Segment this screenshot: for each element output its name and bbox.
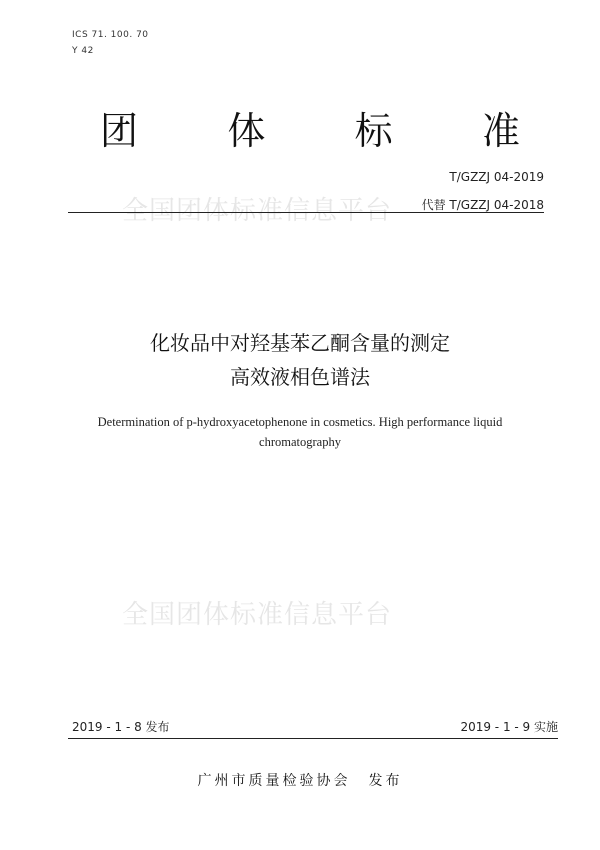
watermark-bottom: 全国团体标准信息平台: [122, 600, 393, 630]
publisher-name: 广州市质量检验协会: [197, 773, 351, 789]
implementation-date: 2019 - 1 - 9 实施: [460, 720, 558, 734]
chinese-title-line-2: 高效液相色谱法: [230, 365, 370, 389]
english-title: [0, 412, 600, 452]
standard-type-char: 标: [354, 109, 393, 153]
standard-number: T/GZZJ 04-2019: [449, 170, 544, 184]
standard-type-char: 准: [481, 109, 520, 153]
top-divider: [68, 212, 544, 213]
standard-type-char: 团: [100, 109, 139, 153]
english-title-line-2: chromatography: [259, 435, 341, 449]
chinese-title-line-1: 化妆品中对羟基苯乙酮含量的测定: [150, 331, 450, 355]
watermark-top: 全国团体标准信息平台: [122, 196, 393, 226]
standard-type-char: 体: [227, 109, 266, 153]
english-title-line-1: Determination of p-hydroxyacetophenone in cosmetics. High performance liquid: [97, 415, 503, 429]
standard-type-heading: [100, 100, 520, 155]
publisher-action: 发布: [368, 773, 403, 789]
chinese-title: [0, 326, 600, 394]
ccs-code: Y 42: [72, 46, 94, 56]
bottom-divider: [68, 738, 558, 739]
replaces-standard: 代替 T/GZZJ 04-2018: [421, 198, 544, 212]
publisher-line: [0, 770, 600, 790]
issue-date: 2019 - 1 - 8 发布: [72, 720, 170, 734]
ics-code: ICS 71. 100. 70: [72, 30, 149, 40]
